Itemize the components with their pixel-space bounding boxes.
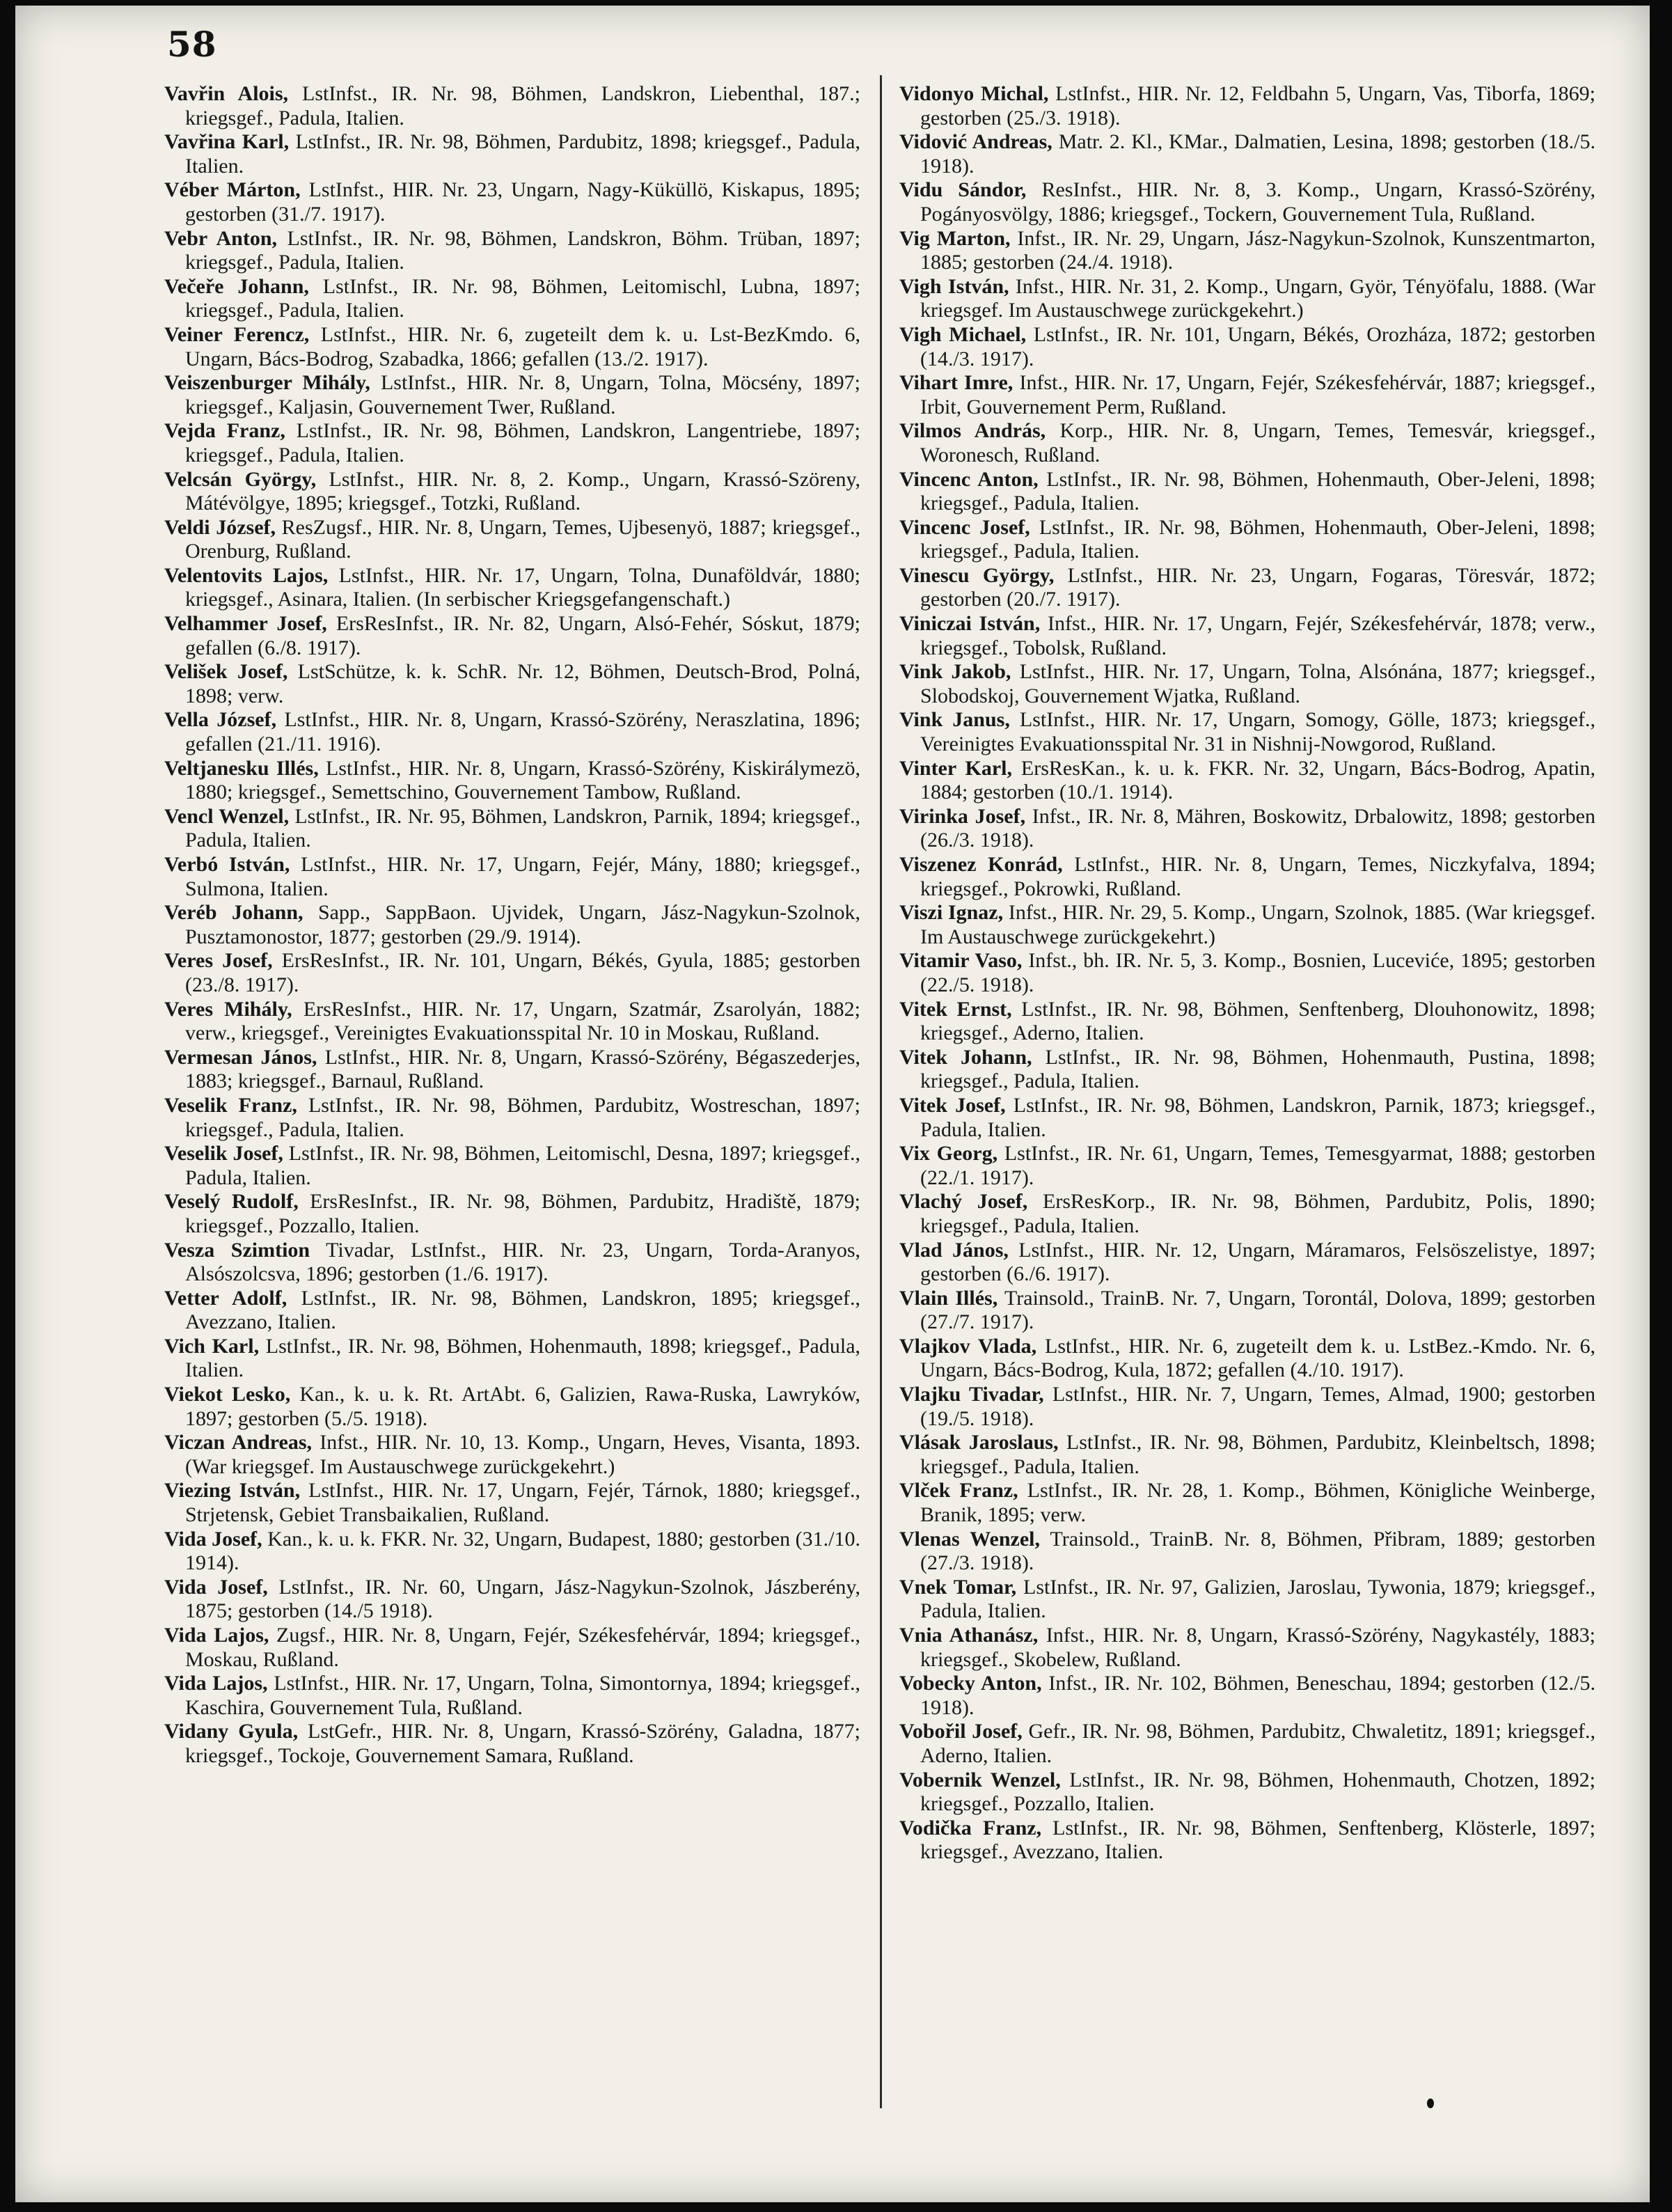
register-entry (899, 1239, 1595, 1287)
entry-name: Vinescu György, (899, 563, 1055, 587)
entry-name: Vihart Imre, (899, 371, 1014, 395)
entry-details: ErsResInfst., IR. Nr. 98, Böhmen, Pardubitz, Hradiště, 1879; kriegsgef., Pozzallo, Italien. (185, 1190, 860, 1237)
entry-details: Infst., HIR. Nr. 17, Ungarn, Fejér, Székesfehérvár, 1878; verw., kriegsgef., Tobolsk, Rußland. (920, 612, 1595, 659)
register-entry (164, 1479, 860, 1527)
entry-name: Vella József, (164, 708, 277, 732)
register-entry (164, 1624, 860, 1672)
entry-name: Veréb Johann, (164, 901, 303, 925)
entry-name: Velišek Josef, (164, 660, 288, 684)
register-entry (164, 227, 860, 275)
register-entry (899, 1528, 1595, 1576)
entry-name: Vobořil Josef, (899, 1720, 1023, 1743)
register-entry (899, 1672, 1595, 1720)
register-entry (899, 275, 1595, 323)
register-entry (899, 371, 1595, 419)
entry-name: Vincenc Josef, (899, 515, 1030, 539)
register-entry (164, 805, 860, 853)
register-entry (899, 1768, 1595, 1817)
entry-name: Velhammer Josef, (164, 612, 327, 636)
entry-details: LstInfst., HIR. Nr. 17, Ungarn, Fejér, Tárnok, 1880; kriegsgef., Strjetensk, Gebiet Transbaikalien, Rußland. (185, 1479, 861, 1527)
register-entry (899, 708, 1595, 756)
entry-details: LstInfst., IR. Nr. 98, Böhmen, Hohenmauth, Ober-Jeleni, 1898; kriegsgef., Padula, Italien. (920, 467, 1596, 515)
register-entry (899, 1431, 1595, 1479)
entry-name: Vig Marton, (899, 226, 1011, 250)
register-entry (899, 1479, 1595, 1527)
entry-name: Viezing István, (164, 1479, 301, 1503)
entry-name: Viszenez Konrád, (899, 853, 1063, 876)
entry-details: LstInfst., HIR. Nr. 17, Ungarn, Tolna, Alsónána, 1877; kriegsgef., Slobodskoj, Gouvernement Wjatka, Rußland. (920, 660, 1595, 707)
entry-name: Viniczai István, (899, 612, 1041, 636)
entry-details: LstInfst., HIR. Nr. 17, Ungarn, Tolna, Simontornya, 1894; kriegsgef., Kaschira, Gouvernement Tula, Rußland. (185, 1672, 860, 1719)
entry-details: Gefr., IR. Nr. 98, Böhmen, Pardubitz, Chwaletitz, 1891; kriegsgef., Aderno, Italien. (920, 1720, 1596, 1767)
entry-details: LstInfst., IR. Nr. 98, Böhmen, Leitomischl, Desna, 1897; kriegsgef., Padula, Italien. (185, 1142, 861, 1189)
entry-name: Vlajkov Vlada, (899, 1334, 1037, 1358)
register-entry (899, 323, 1595, 371)
register-entry (164, 419, 860, 467)
entry-name: Vlenas Wenzel, (899, 1527, 1040, 1551)
entry-details: LstInfst., HIR. Nr. 8, Ungarn, Krassó-Szörény, Bégaszederjes, 1883; kriegsgef., Barnaul, Rußland. (185, 1045, 860, 1093)
register-entry (899, 564, 1595, 612)
entry-details: Korp., HIR. Nr. 8, Ungarn, Temes, Temesvár, kriegsgef., Woronesch, Rußland. (920, 419, 1595, 466)
entry-name: Vesza Szimtion (164, 1238, 310, 1262)
entry-name: Vida Josef, (164, 1575, 268, 1599)
entry-name: Vigh István, (899, 274, 1009, 298)
entry-name: Vitek Josef, (899, 1093, 1006, 1117)
entry-name: Veres Mihály, (164, 997, 292, 1021)
entry-name: Viekot Lesko, (164, 1383, 291, 1406)
register-entry (899, 1576, 1595, 1624)
entry-name: Vlásak Jaroslaus, (899, 1431, 1059, 1454)
register-entry (164, 1576, 860, 1624)
entry-name: Vincenc Anton, (899, 467, 1039, 491)
entry-details: LstInfst., HIR. Nr. 8, Ungarn, Tolna, Möcsény, 1897; kriegsgef., Kaljasin, Gouvernement Twer, Rußland. (185, 371, 861, 418)
register-entry (899, 178, 1595, 226)
right-column (899, 82, 1595, 1865)
entry-name: Viszi Ignaz, (899, 901, 1004, 925)
register-entry (899, 757, 1595, 805)
entry-details: LstInfst., IR. Nr. 98, Böhmen, Hohenmauth, Ober-Jeleni, 1898; kriegsgef., Padula, Italien. (920, 515, 1595, 563)
entry-details: Trainsold., TrainB. Nr. 8, Böhmen, Přibram, 1889; gestorben (27./3. 1918). (920, 1527, 1595, 1575)
register-entry (164, 949, 860, 997)
entry-name: Vlain Illés, (899, 1286, 998, 1310)
entry-details: ErsResInfst., HIR. Nr. 17, Ungarn, Szatmár, Zsarolyán, 1882; verw., kriegsgef., Vereinigtes Evakuationsspital Nr. 10 in Moskau, Rußland. (185, 997, 860, 1045)
entry-name: Vidu Sándor, (899, 178, 1027, 202)
entry-name: Veldi József, (164, 515, 276, 539)
entry-name: Vinter Karl, (899, 756, 1013, 780)
register-entry (164, 1046, 860, 1094)
entry-details: Infst., IR. Nr. 29, Ungarn, Jász-Nagykun-Szolnok, Kunszentmarton, 1885; gestorben (24./4. 1918). (920, 226, 1595, 274)
entry-name: Vidonyo Michal, (899, 82, 1049, 105)
entry-details: LstInfst., HIR. Nr. 12, Ungarn, Máramaros, Felsöszelistye, 1897; gestorben (6./6. 1917). (920, 1238, 1595, 1286)
register-entry (899, 82, 1595, 130)
entry-details: LstInfst., HIR. Nr. 23, Ungarn, Fogaras, Töresvár, 1872; gestorben (20./7. 1917). (920, 563, 1595, 611)
entry-details: LstInfst., IR. Nr. 97, Galizien, Jaroslau, Tywonia, 1879; kriegsgef., Padula, Italien. (920, 1575, 1595, 1623)
register-entry (164, 660, 860, 708)
register-entry (164, 323, 860, 371)
entry-name: Vetter Adolf, (164, 1286, 287, 1310)
entry-name: Vilmos András, (899, 419, 1046, 443)
entry-name: Virinka Josef, (899, 804, 1026, 828)
register-entry (899, 1190, 1595, 1238)
register-entry (164, 757, 860, 805)
register-entry (164, 564, 860, 612)
entry-name: Vida Lajos, (164, 1672, 268, 1695)
left-column (164, 82, 860, 1768)
entry-details: LstInfst., IR. Nr. 98, Böhmen, Senftenberg, Dlouhonowitz, 1898; kriegsgef., Aderno, Italien. (920, 997, 1595, 1045)
entry-name: Vejda Franz, (164, 419, 285, 443)
entry-name: Vlad János, (899, 1238, 1009, 1262)
entry-name: Veiszenburger Mihály, (164, 371, 370, 395)
entry-details: LstInfst., IR. Nr. 98, Böhmen, Hohenmauth, Chotzen, 1892; kriegsgef., Pozzallo, Italien. (920, 1768, 1595, 1816)
register-entry (899, 130, 1595, 178)
register-entry (899, 612, 1595, 660)
entry-details: ErsResInfst., IR. Nr. 101, Ungarn, Békés, Gyula, 1885; gestorben (23./8. 1917). (185, 949, 860, 996)
entry-name: Viczan Andreas, (164, 1431, 313, 1454)
entry-name: Veselý Rudolf, (164, 1190, 299, 1214)
register-entry (164, 130, 860, 178)
entry-details: LstInfst., IR. Nr. 60, Ungarn, Jász-Nagykun-Szolnok, Jászberény, 1875; gestorben (14./5 1918). (185, 1575, 860, 1623)
entry-name: Velcsán György, (164, 467, 317, 491)
entry-name: Vich Karl, (164, 1334, 260, 1358)
register-entry (164, 1335, 860, 1383)
register-entry (164, 516, 860, 564)
register-entry (899, 1287, 1595, 1335)
register-entry (164, 708, 860, 756)
entry-details: LstInfst., IR. Nr. 98, Böhmen, Pardubitz, Wostreschan, 1897; kriegsgef., Padula, Italien. (185, 1093, 860, 1141)
entry-details: LstInfst., HIR. Nr. 17, Ungarn, Fejér, Mány, 1880; kriegsgef., Sulmona, Italien. (185, 853, 860, 900)
register-entry (899, 468, 1595, 516)
register-entry (164, 612, 860, 660)
entry-name: Vlajku Tivadar, (899, 1383, 1044, 1406)
entry-details: LstInfst., IR. Nr. 61, Ungarn, Temes, Temesgyarmat, 1888; gestorben (22./1. 1917). (920, 1142, 1595, 1189)
register-entry (164, 1720, 860, 1768)
page-number: 58 (167, 24, 217, 65)
entry-name: Vink Janus, (899, 708, 1010, 732)
entry-details: ResInfst., HIR. Nr. 8, 3. Komp., Ungarn, Krassó-Szörény, Pogányosvölgy, 1886; kriegsgef., Tockern, Gouvernement Tula, Rußland. (920, 178, 1596, 226)
entry-name: Vidović Andreas, (899, 130, 1052, 154)
entry-name: Vigh Michael, (899, 322, 1027, 346)
entry-details: Infst., HIR. Nr. 17, Ungarn, Fejér, Székesfehérvár, 1887; kriegsgef., Irbit, Gouvernement Perm, Rußland. (920, 371, 1595, 418)
entry-name: Veiner Ferencz, (164, 322, 310, 346)
entry-name: Veres Josef, (164, 949, 273, 973)
register-entry (899, 1335, 1595, 1383)
entry-details: Infst., HIR. Nr. 10, 13. Komp., Ungarn, Heves, Visanta, 1893. (War kriegsgef. Im Austauschwege zurückgekehrt.) (185, 1431, 860, 1478)
register-entry (899, 949, 1595, 997)
entry-name: Vida Lajos, (164, 1624, 269, 1647)
entry-details: LstInfst., IR. Nr. 95, Böhmen, Landskron, Parnik, 1894; kriegsgef., Padula, Italien. (185, 804, 860, 852)
entry-name: Velentovits Lajos, (164, 563, 329, 587)
entry-details: LstInfst., IR. Nr. 101, Ungarn, Békés, Orozháza, 1872; gestorben (14./3. 1917). (920, 322, 1596, 370)
register-entry (164, 468, 860, 516)
register-entry (899, 516, 1595, 564)
register-entry (899, 1142, 1595, 1190)
entry-details: Infst., IR. Nr. 8, Mähren, Boskowitz, Drbalowitz, 1898; gestorben (26./3. 1918). (920, 804, 1595, 852)
entry-details: ResZugsf., HIR. Nr. 8, Ungarn, Temes, Ujbesenyö, 1887; kriegsgef., Orenburg, Rußland. (185, 515, 860, 563)
entry-details: ErsResKorp., IR. Nr. 98, Böhmen, Pardubitz, Polis, 1890; kriegsgef., Padula, Italien. (920, 1190, 1595, 1237)
entry-name: Vnia Athanász, (899, 1624, 1039, 1647)
entry-details: Kan., k. u. k. Rt. ArtAbt. 6, Galizien, Rawa-Ruska, Lawryków, 1897; gestorben (5./5. 1918). (185, 1383, 860, 1430)
entry-details: Trainsold., TrainB. Nr. 7, Ungarn, Torontál, Dolova, 1899; gestorben (27./7. 1917). (920, 1286, 1595, 1334)
entry-name: Véber Márton, (164, 178, 301, 202)
register-entry (899, 660, 1595, 708)
register-entry (164, 1094, 860, 1142)
entry-details: LstInfst., HIR. Nr. 8, 2. Komp., Ungarn, Krassó-Szöreny, Mátévölgye, 1895; kriegsgef., Totzki, Rußland. (185, 467, 860, 515)
register-entry (899, 853, 1595, 901)
register-entry (164, 998, 860, 1046)
entry-name: Veltjanesku Illés, (164, 756, 319, 780)
register-entry (164, 1672, 860, 1720)
entry-details: LstInfst., IR. Nr. 98, Böhmen, Leitomischl, Lubna, 1897; kriegsgef., Padula, Italien. (185, 274, 860, 322)
register-entry (164, 1190, 860, 1238)
entry-name: Veselik Franz, (164, 1093, 297, 1117)
entry-details: LstInfst., IR. Nr. 98, Böhmen, Landskron, Böhm. Trüban, 1897; kriegsgef., Padula, Italien. (185, 226, 860, 274)
entry-name: Vobernik Wenzel, (899, 1768, 1061, 1791)
entry-name: Vobecky Anton, (899, 1672, 1042, 1695)
entry-details: Kan., k. u. k. FKR. Nr. 32, Ungarn, Budapest, 1880; gestorben (31./10. 1914). (185, 1527, 860, 1575)
entry-name: Vodička Franz, (899, 1816, 1042, 1840)
entry-details: LstInfst., IR. Nr. 98, Böhmen, Hohenmauth, 1898; kriegsgef., Padula, Italien. (185, 1334, 861, 1382)
register-entry (899, 1817, 1595, 1865)
column-divider (880, 75, 882, 2108)
entry-name: Vitamir Vaso, (899, 949, 1023, 973)
entry-name: Večeře Johann, (164, 274, 309, 298)
register-entry (164, 1528, 860, 1576)
register-entry (899, 1383, 1595, 1431)
entry-details: Infst., HIR. Nr. 8, Ungarn, Krassó-Szörény, Nagykastély, 1883; kriegsgef., Skobelew, Rußland. (920, 1624, 1596, 1671)
entry-details: LstInfst., IR. Nr. 98, Böhmen, Hohenmauth, Pustina, 1898; kriegsgef., Padula, Italien. (920, 1045, 1595, 1093)
entry-details: LstInfst., HIR. Nr. 8, Ungarn, Krassó-Szörény, Kiskirálymezö, 1880; kriegsgef., Semettschino, Gouvernement Tambow, Rußland. (185, 756, 861, 804)
entry-details: LstInfst., HIR. Nr. 6, zugeteilt dem k. u. LstBez.-Kmdo. Nr. 6, Ungarn, Bács-Bodrog, Kula, 1872; gefallen (4./10. 1917). (920, 1334, 1595, 1382)
document-page (15, 6, 1650, 2202)
entry-name: Vavřina Karl, (164, 130, 290, 154)
register-entry (899, 419, 1595, 467)
register-entry (899, 805, 1595, 853)
register-entry (899, 227, 1595, 275)
entry-details: Sapp., SappBaon. Ujvidek, Ungarn, Jász-Nagykun-Szolnok, Pusztamonostor, 1877; gestorben (29./9. 1914). (185, 901, 860, 948)
register-entry (899, 1624, 1595, 1672)
entry-details: LstInfst., IR. Nr. 28, 1. Komp., Böhmen, Königliche Weinberge, Branik, 1895; verw. (920, 1479, 1595, 1527)
register-entry (899, 1094, 1595, 1142)
entry-name: Vlček Franz, (899, 1479, 1018, 1503)
entry-details: LstInfst., IR. Nr. 98, Böhmen, Pardubitz, 1898; kriegsgef., Padula, Italien. (185, 130, 860, 178)
entry-details: LstInfst., HIR. Nr. 7, Ungarn, Temes, Almad, 1900; gestorben (19./5. 1918). (920, 1383, 1595, 1430)
register-entry (164, 371, 860, 419)
register-entry (164, 1142, 860, 1190)
entry-details: Tivadar, LstInfst., HIR. Nr. 23, Ungarn, Torda-Aranyos, Alsószolcsva, 1896; gestorben (1./6. 1917). (185, 1238, 860, 1286)
register-entry (899, 1720, 1595, 1768)
entry-name: Verbó István, (164, 853, 290, 876)
register-entry (164, 178, 860, 226)
entry-details: LstInfst., HIR. Nr. 17, Ungarn, Tolna, Dunaföldvár, 1880; kriegsgef., Asinara, Italien. (In serbischer Kriegsgefangenschaft.) (185, 563, 860, 611)
entry-details: LstInfst., HIR. Nr. 23, Ungarn, Nagy-Küküllö, Kiskapus, 1895; gestorben (31./7. 1917). (185, 178, 860, 226)
entry-details: LstInfst., HIR. Nr. 12, Feldbahn 5, Ungarn, Vas, Tiborfa, 1869; gestorben (25./3. 1918). (920, 82, 1595, 130)
entry-name: Vencl Wenzel, (164, 804, 290, 828)
register-entry (164, 853, 860, 901)
register-entry (164, 82, 860, 130)
register-entry (899, 1046, 1595, 1094)
register-entry (899, 998, 1595, 1046)
entry-details: ErsResInfst., IR. Nr. 82, Ungarn, Alsó-Fehér, Sóskut, 1879; gefallen (6./8. 1917). (185, 612, 860, 659)
entry-details: ErsResKan., k. u. k. FKR. Nr. 32, Ungarn, Bács-Bodrog, Apatin, 1884; gestorben (10./1. 1914). (920, 756, 1595, 804)
entry-name: Vix Georg, (899, 1142, 998, 1166)
register-entry (899, 901, 1595, 949)
register-entry (164, 275, 860, 323)
entry-details: Matr. 2. Kl., KMar., Dalmatien, Lesina, 1898; gestorben (18./5. 1918). (920, 130, 1595, 178)
entry-details: LstInfst., IR. Nr. 98, Böhmen, Senftenberg, Klösterle, 1897; kriegsgef., Avezzano, Italien. (920, 1816, 1595, 1864)
entry-details: LstInfst., HIR. Nr. 17, Ungarn, Somogy, Gölle, 1873; kriegsgef., Vereinigtes Evakuationsspital Nr. 31 in Nishnij-Nowgorod, Rußland. (920, 708, 1595, 756)
entry-details: LstInfst., IR. Nr. 98, Böhmen, Landskron, 1895; kriegsgef., Avezzano, Italien. (185, 1286, 860, 1334)
entry-details: LstInfst., IR. Nr. 98, Böhmen, Landskron, Parnik, 1873; kriegsgef., Padula, Italien. (920, 1093, 1596, 1141)
entry-details: LstInfst., IR. Nr. 98, Böhmen, Landskron, Langentriebe, 1897; kriegsgef., Padula, Italien. (185, 419, 861, 466)
register-entry (164, 901, 860, 949)
entry-details: LstInfst., HIR. Nr. 8, Ungarn, Temes, Niczkyfalva, 1894; kriegsgef., Pokrowki, Rußland. (920, 853, 1595, 900)
entry-details: LstInfst., IR. Nr. 98, Böhmen, Landskron, Liebenthal, 187.; kriegsgef., Padula, Italien. (185, 82, 860, 130)
register-entry (164, 1383, 860, 1431)
entry-name: Vidany Gyula, (164, 1720, 299, 1743)
entry-name: Vavřin Alois, (164, 82, 289, 105)
entry-details: Infst., bh. IR. Nr. 5, 3. Komp., Bosnien, Luceviće, 1895; gestorben (22./5. 1918). (920, 949, 1595, 996)
entry-details: LstInfst., IR. Nr. 98, Böhmen, Pardubitz, Kleinbeltsch, 1898; kriegsgef., Padula, Italien. (920, 1431, 1596, 1478)
entry-name: Vitek Johann, (899, 1045, 1032, 1069)
entry-details: LstSchütze, k. k. SchR. Nr. 12, Böhmen, Deutsch-Brod, Polná, 1898; verw. (185, 660, 860, 707)
entry-details: Infst., HIR. Nr. 31, 2. Komp., Ungarn, Györ, Tényöfalu, 1888. (War kriegsgef. Im Austauschwege zurückgekehrt.) (920, 274, 1595, 322)
entry-name: Vitek Ernst, (899, 997, 1012, 1021)
entry-details: Zugsf., HIR. Nr. 8, Ungarn, Fejér, Székesfehérvár, 1894; kriegsgef., Moskau, Rußland. (185, 1624, 861, 1671)
entry-details: LstInfst., HIR. Nr. 6, zugeteilt dem k. u. Lst-BezKmdo. 6, Ungarn, Bács-Bodrog, Szabadka, 1866; gefallen (13./2. 1917). (185, 322, 860, 370)
entry-details: LstGefr., HIR. Nr. 8, Ungarn, Krassó-Szörény, Galadna, 1877; kriegsgef., Tockoje, Gouvernement Samara, Rußland. (185, 1720, 860, 1767)
entry-name: Vink Jakob, (899, 660, 1011, 684)
entry-name: Vida Josef, (164, 1527, 262, 1551)
entry-name: Vnek Tomar, (899, 1575, 1017, 1599)
register-entry (164, 1431, 860, 1479)
entry-name: Vlachý Josef, (899, 1190, 1028, 1214)
ink-dot-mark (1427, 2099, 1434, 2108)
entry-name: Vebr Anton, (164, 226, 278, 250)
entry-name: Vermesan János, (164, 1045, 317, 1069)
register-entry (164, 1239, 860, 1287)
entry-details: Infst., HIR. Nr. 29, 5. Komp., Ungarn, Szolnok, 1885. (War kriegsgef. Im Austauschwege zurückgekehrt.) (920, 901, 1595, 948)
entry-name: Veselik Josef, (164, 1142, 283, 1166)
entry-details: Infst., IR. Nr. 102, Böhmen, Beneschau, 1894; gestorben (12./5. 1918). (920, 1672, 1596, 1719)
register-entry (164, 1287, 860, 1335)
entry-details: LstInfst., HIR. Nr. 8, Ungarn, Krassó-Szörény, Neraszlatina, 1896; gefallen (21./11. 1916). (185, 708, 860, 756)
